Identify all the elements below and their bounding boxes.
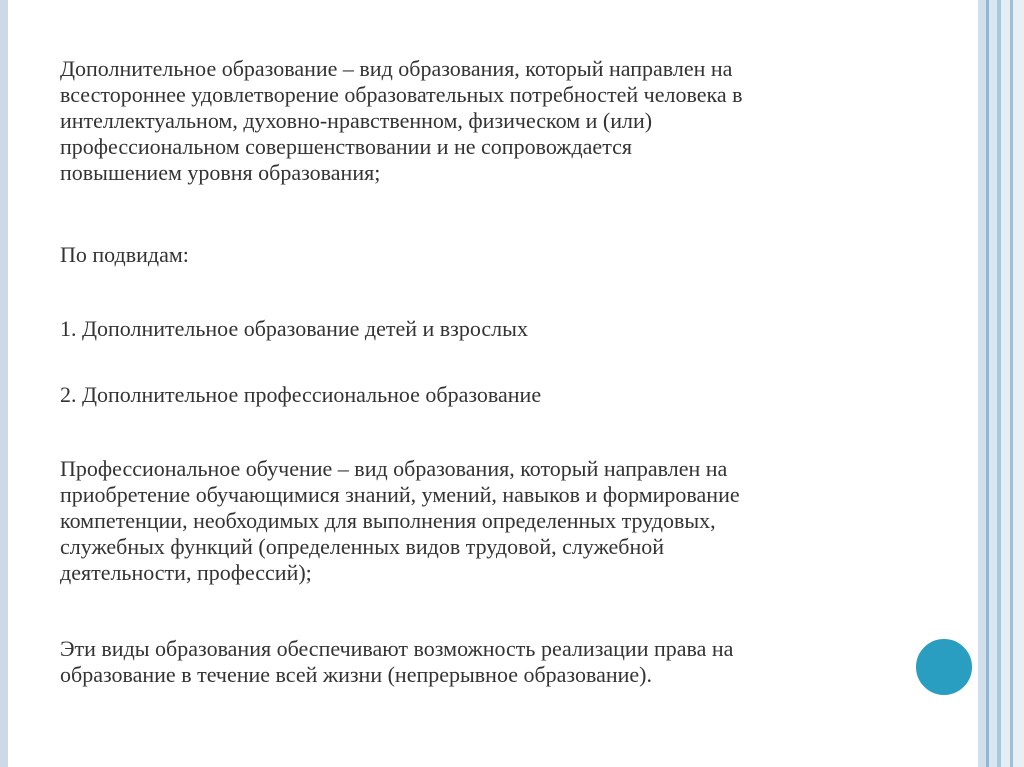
text-line: Профессиональное обучение – вид образования, который направлен на <box>60 456 728 481</box>
text-line: образование в течение всей жизни (непрерывное образование). <box>60 662 652 687</box>
text-line: Эти виды образования обеспечивают возможность реализации права на <box>60 636 734 661</box>
text-line: всестороннее удовлетворение образовательных потребностей человека в <box>60 82 743 107</box>
list-item-2: 2. Дополнительное профессиональное образование <box>60 382 542 407</box>
left-border <box>0 0 8 767</box>
text-line: Дополнительное образование – вид образования, который направлен на <box>60 56 733 81</box>
text-line: компетенции, необходимых для выполнения определенных трудовых, <box>60 508 716 533</box>
training-paragraph <box>60 456 740 586</box>
list-item-1: 1. Дополнительное образование детей и взрослых <box>60 316 528 341</box>
right-border-stripe <box>1013 0 1024 767</box>
text-line: профессиональном совершенствовании и не сопровождается <box>60 134 632 159</box>
text-line: повышением уровня образования; <box>60 160 381 185</box>
conclusion-paragraph <box>60 636 733 688</box>
right-border-stripe <box>1001 0 1010 767</box>
right-border-stripe <box>989 0 997 767</box>
right-border-stripe <box>978 0 986 767</box>
text-line: деятельности, профессий); <box>60 560 312 585</box>
definition-paragraph <box>60 56 743 186</box>
text-line: интеллектуальном, духовно-нравственном, физическом и (или) <box>60 108 653 133</box>
text-line: приобретение обучающимися знаний, умений, навыков и формирование <box>60 482 740 507</box>
text-line: служебных функций (определенных видов трудовой, служебной <box>60 534 664 559</box>
decorative-circle <box>912 635 976 699</box>
subtypes-heading: По подвидам: <box>60 242 189 267</box>
